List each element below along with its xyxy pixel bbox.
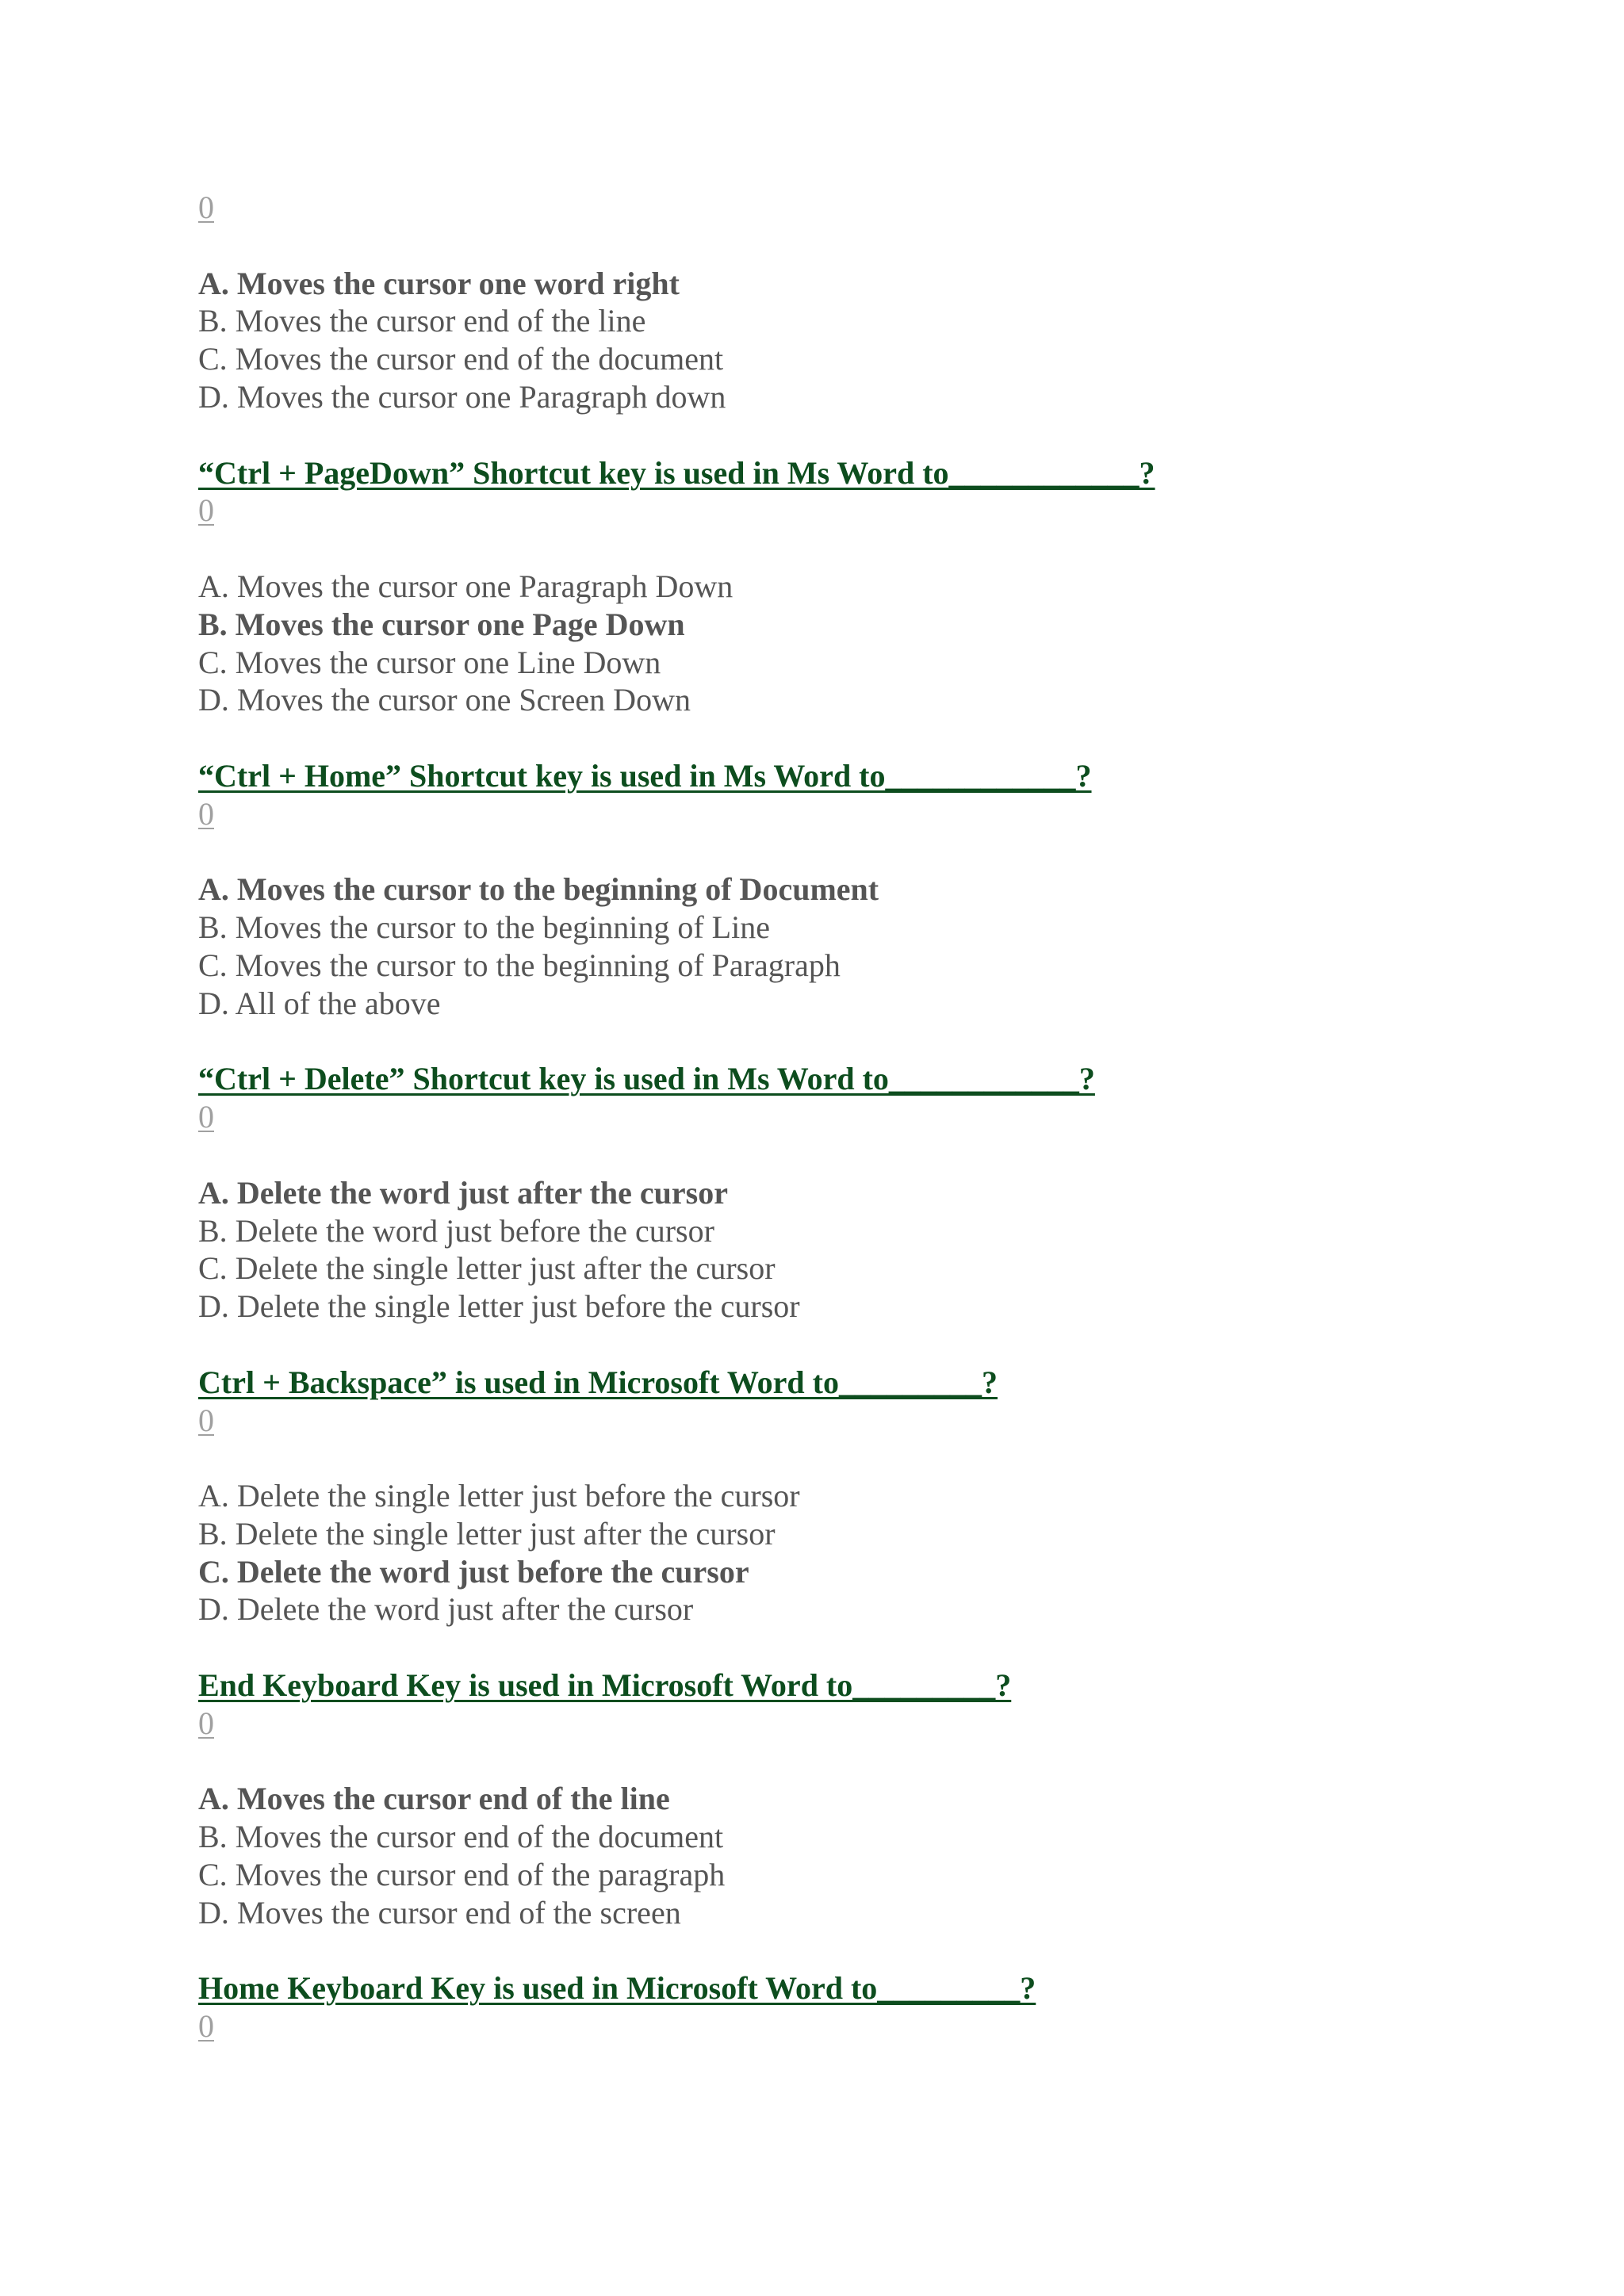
question-heading-link[interactable]: “Ctrl + PageDown” Shortcut key is used in Ms Word to____________? bbox=[198, 454, 1155, 491]
answer-option: A. Moves the cursor one Paragraph Down bbox=[198, 568, 733, 604]
answer-option: A. Delete the single letter just before the cursor bbox=[198, 1478, 800, 1514]
question-heading-link[interactable]: Home Keyboard Key is used in Microsoft Word to_________? bbox=[198, 1970, 1036, 2007]
question-block bbox=[198, 454, 1624, 757]
answer-option: C. Moves the cursor one Line Down bbox=[198, 644, 661, 680]
answer-option: B. Moves the cursor to the beginning of Line bbox=[198, 909, 770, 946]
answer-option: C. Moves the cursor to the beginning of Paragraph bbox=[198, 947, 841, 983]
answer-option-correct: A. Moves the cursor end of the line bbox=[198, 1781, 670, 1817]
answer-option: B. Delete the word just before the cursor bbox=[198, 1212, 714, 1249]
question-heading-link[interactable]: Ctrl + Backspace” is used in Microsoft Word to_________? bbox=[198, 1364, 998, 1400]
answer-count-link[interactable]: 0 bbox=[198, 795, 214, 832]
answer-option: B. Delete the single letter just after the cursor bbox=[198, 1515, 776, 1552]
question-heading-link[interactable]: “Ctrl + Home” Shortcut key is used in Ms Word to____________? bbox=[198, 757, 1092, 794]
answer-option: C. Moves the cursor end of the paragraph bbox=[198, 1857, 726, 1893]
question-heading-link[interactable]: “Ctrl + Delete” Shortcut key is used in Ms Word to____________? bbox=[198, 1061, 1095, 1097]
answer-option: C. Moves the cursor end of the document bbox=[198, 341, 724, 377]
answer-option: D. Delete the single letter just before the cursor bbox=[198, 1288, 800, 1325]
answer-option: C. Delete the single letter just after the cursor bbox=[198, 1250, 776, 1287]
answer-count-link[interactable]: 0 bbox=[198, 189, 214, 225]
answer-count-link[interactable]: 0 bbox=[198, 1705, 214, 1741]
answer-option: D. All of the above bbox=[198, 985, 441, 1021]
answer-option-correct: A. Moves the cursor one word right bbox=[198, 265, 680, 301]
answer-count-link[interactable]: 0 bbox=[198, 492, 214, 529]
question-block bbox=[198, 757, 1624, 1060]
question-block bbox=[198, 1060, 1624, 1363]
question-block bbox=[198, 1969, 1624, 2045]
answer-count-link[interactable]: 0 bbox=[198, 1099, 214, 1135]
answer-option: B. Moves the cursor end of the line bbox=[198, 303, 646, 339]
answer-count-link[interactable]: 0 bbox=[198, 2008, 214, 2045]
answer-option: D. Moves the cursor end of the screen bbox=[198, 1894, 681, 1931]
answer-option: D. Moves the cursor one Paragraph down bbox=[198, 378, 726, 415]
answer-option-correct: C. Delete the word just before the cursor bbox=[198, 1553, 749, 1590]
question-heading-link[interactable]: End Keyboard Key is used in Microsoft Word to_________? bbox=[198, 1667, 1012, 1704]
answer-option: B. Moves the cursor end of the document bbox=[198, 1819, 724, 1855]
question-block bbox=[198, 189, 1624, 454]
answer-option-correct: A. Delete the word just after the cursor bbox=[198, 1174, 728, 1211]
question-block bbox=[198, 1667, 1624, 1969]
answer-option: D. Delete the word just after the cursor bbox=[198, 1591, 694, 1628]
answer-option-correct: A. Moves the cursor to the beginning of Document bbox=[198, 871, 879, 908]
answer-count-link[interactable]: 0 bbox=[198, 1402, 214, 1438]
question-block bbox=[198, 1364, 1624, 1667]
answer-option: D. Moves the cursor one Screen Down bbox=[198, 682, 691, 718]
answer-option-correct: B. Moves the cursor one Page Down bbox=[198, 606, 685, 642]
